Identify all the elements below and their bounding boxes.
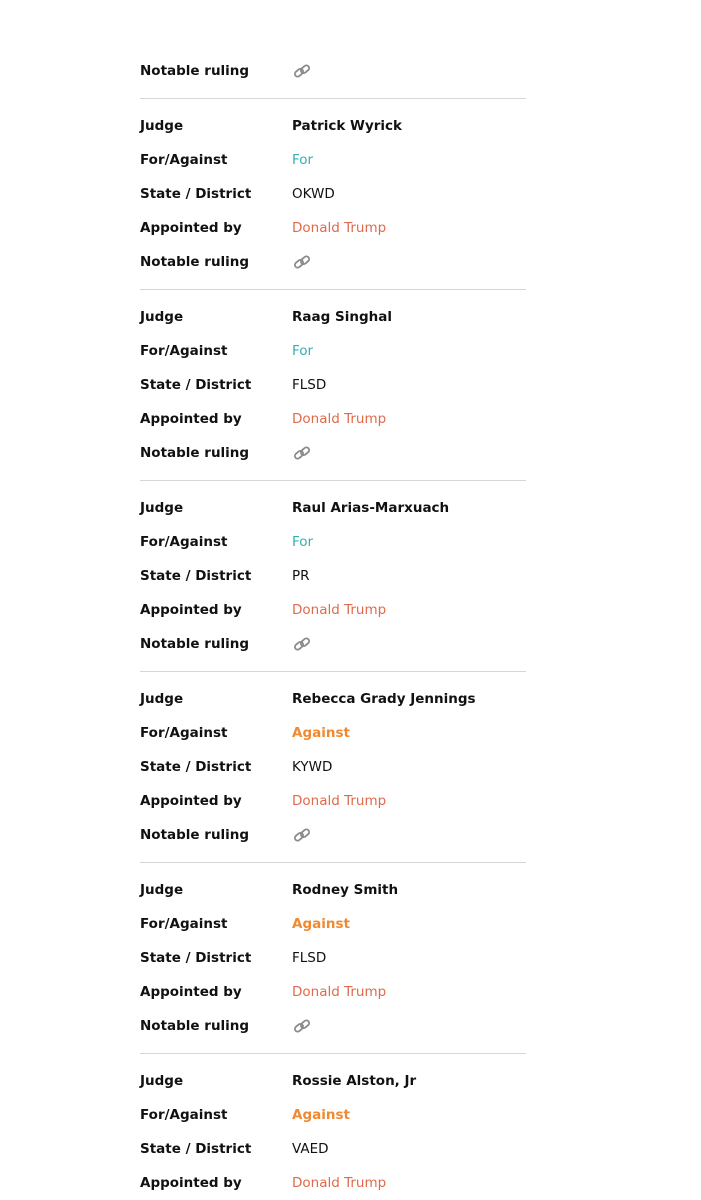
entry-divider xyxy=(140,671,526,672)
for-against-label: For/Against xyxy=(140,152,228,168)
state-district-row xyxy=(140,177,526,211)
district-value: KYWD xyxy=(292,759,333,775)
state-district-label: State / District xyxy=(140,1141,252,1157)
judges-list xyxy=(140,54,526,1200)
for-against-label: For/Against xyxy=(140,534,228,550)
notable-ruling-value xyxy=(292,61,526,81)
judge-name: Rossie Alston, Jr xyxy=(292,1073,417,1089)
appointed-by-value: Donald Trump xyxy=(292,984,387,1000)
judge-row xyxy=(140,873,526,907)
link-icon[interactable] xyxy=(292,825,312,845)
judge-name: Patrick Wyrick xyxy=(292,118,403,134)
notable-ruling-label: Notable ruling xyxy=(140,827,250,843)
entry-divider xyxy=(140,1053,526,1054)
notable-ruling-label: Notable ruling xyxy=(140,63,250,79)
appointed-by-label: Appointed by xyxy=(140,1175,242,1191)
notable-ruling-label: Notable ruling xyxy=(140,636,250,652)
appointed-by-row xyxy=(140,402,526,436)
stance-value: Against xyxy=(292,725,350,741)
state-district-row xyxy=(140,1132,526,1166)
judge-row xyxy=(140,491,526,525)
judge-label: Judge xyxy=(140,1073,184,1089)
appointed-by-label: Appointed by xyxy=(140,220,242,236)
stance-value: For xyxy=(292,152,314,168)
judge-label: Judge xyxy=(140,500,184,516)
appointed-by-row xyxy=(140,1166,526,1200)
stance-value: Against xyxy=(292,1107,350,1123)
notable-ruling-label: Notable ruling xyxy=(140,254,250,270)
appointed-by-label: Appointed by xyxy=(140,411,242,427)
link-icon[interactable] xyxy=(292,252,312,272)
entry-divider xyxy=(140,98,526,99)
appointed-by-value: Donald Trump xyxy=(292,220,387,236)
judge-name: Rebecca Grady Jennings xyxy=(292,691,476,707)
state-district-label: State / District xyxy=(140,759,252,775)
for-against-row xyxy=(140,334,526,368)
appointed-by-row xyxy=(140,211,526,245)
link-icon[interactable] xyxy=(292,443,312,463)
entry-divider xyxy=(140,480,526,481)
notable-ruling-row xyxy=(140,1009,526,1043)
state-district-label: State / District xyxy=(140,186,252,202)
district-value: FLSD xyxy=(292,950,327,966)
notable-ruling-value xyxy=(292,634,526,654)
notable-ruling-row xyxy=(140,818,526,852)
judge-name: Rodney Smith xyxy=(292,882,399,898)
state-district-label: State / District xyxy=(140,568,252,584)
judge-row xyxy=(140,109,526,143)
for-against-row xyxy=(140,907,526,941)
appointed-by-value: Donald Trump xyxy=(292,1175,387,1191)
state-district-row xyxy=(140,559,526,593)
district-value: FLSD xyxy=(292,377,327,393)
notable-ruling-value xyxy=(292,252,526,272)
notable-ruling-value xyxy=(292,443,526,463)
for-against-row xyxy=(140,525,526,559)
appointed-by-row xyxy=(140,784,526,818)
judge-label: Judge xyxy=(140,118,184,134)
for-against-label: For/Against xyxy=(140,343,228,359)
district-value: PR xyxy=(292,568,310,584)
state-district-row xyxy=(140,368,526,402)
link-icon[interactable] xyxy=(292,1016,312,1036)
notable-ruling-row xyxy=(140,54,526,88)
judge-label: Judge xyxy=(140,882,184,898)
notable-ruling-row xyxy=(140,245,526,279)
appointed-by-value: Donald Trump xyxy=(292,411,387,427)
for-against-row xyxy=(140,143,526,177)
notable-ruling-label: Notable ruling xyxy=(140,445,250,461)
entry-divider xyxy=(140,862,526,863)
appointed-by-label: Appointed by xyxy=(140,602,242,618)
judge-name: Raag Singhal xyxy=(292,309,392,325)
appointed-by-value: Donald Trump xyxy=(292,602,387,618)
stance-value: For xyxy=(292,534,314,550)
appointed-by-row xyxy=(140,593,526,627)
link-icon[interactable] xyxy=(292,61,312,81)
entry-divider xyxy=(140,289,526,290)
judge-label: Judge xyxy=(140,309,184,325)
judge-row xyxy=(140,300,526,334)
judge-row xyxy=(140,1064,526,1098)
district-value: VAED xyxy=(292,1141,329,1157)
state-district-label: State / District xyxy=(140,950,252,966)
judge-row xyxy=(140,682,526,716)
judge-name: Raul Arias-Marxuach xyxy=(292,500,450,516)
appointed-by-label: Appointed by xyxy=(140,984,242,1000)
notable-ruling-row xyxy=(140,436,526,470)
notable-ruling-value xyxy=(292,1016,526,1036)
notable-ruling-value xyxy=(292,825,526,845)
stance-value: Against xyxy=(292,916,350,932)
stance-value: For xyxy=(292,343,314,359)
notable-ruling-label: Notable ruling xyxy=(140,1018,250,1034)
state-district-label: State / District xyxy=(140,377,252,393)
judge-label: Judge xyxy=(140,691,184,707)
for-against-label: For/Against xyxy=(140,916,228,932)
appointed-by-label: Appointed by xyxy=(140,793,242,809)
notable-ruling-row xyxy=(140,627,526,661)
district-value: OKWD xyxy=(292,186,335,202)
for-against-row xyxy=(140,716,526,750)
for-against-label: For/Against xyxy=(140,1107,228,1123)
link-icon[interactable] xyxy=(292,634,312,654)
for-against-row xyxy=(140,1098,526,1132)
appointed-by-value: Donald Trump xyxy=(292,793,387,809)
state-district-row xyxy=(140,750,526,784)
state-district-row xyxy=(140,941,526,975)
for-against-label: For/Against xyxy=(140,725,228,741)
appointed-by-row xyxy=(140,975,526,1009)
